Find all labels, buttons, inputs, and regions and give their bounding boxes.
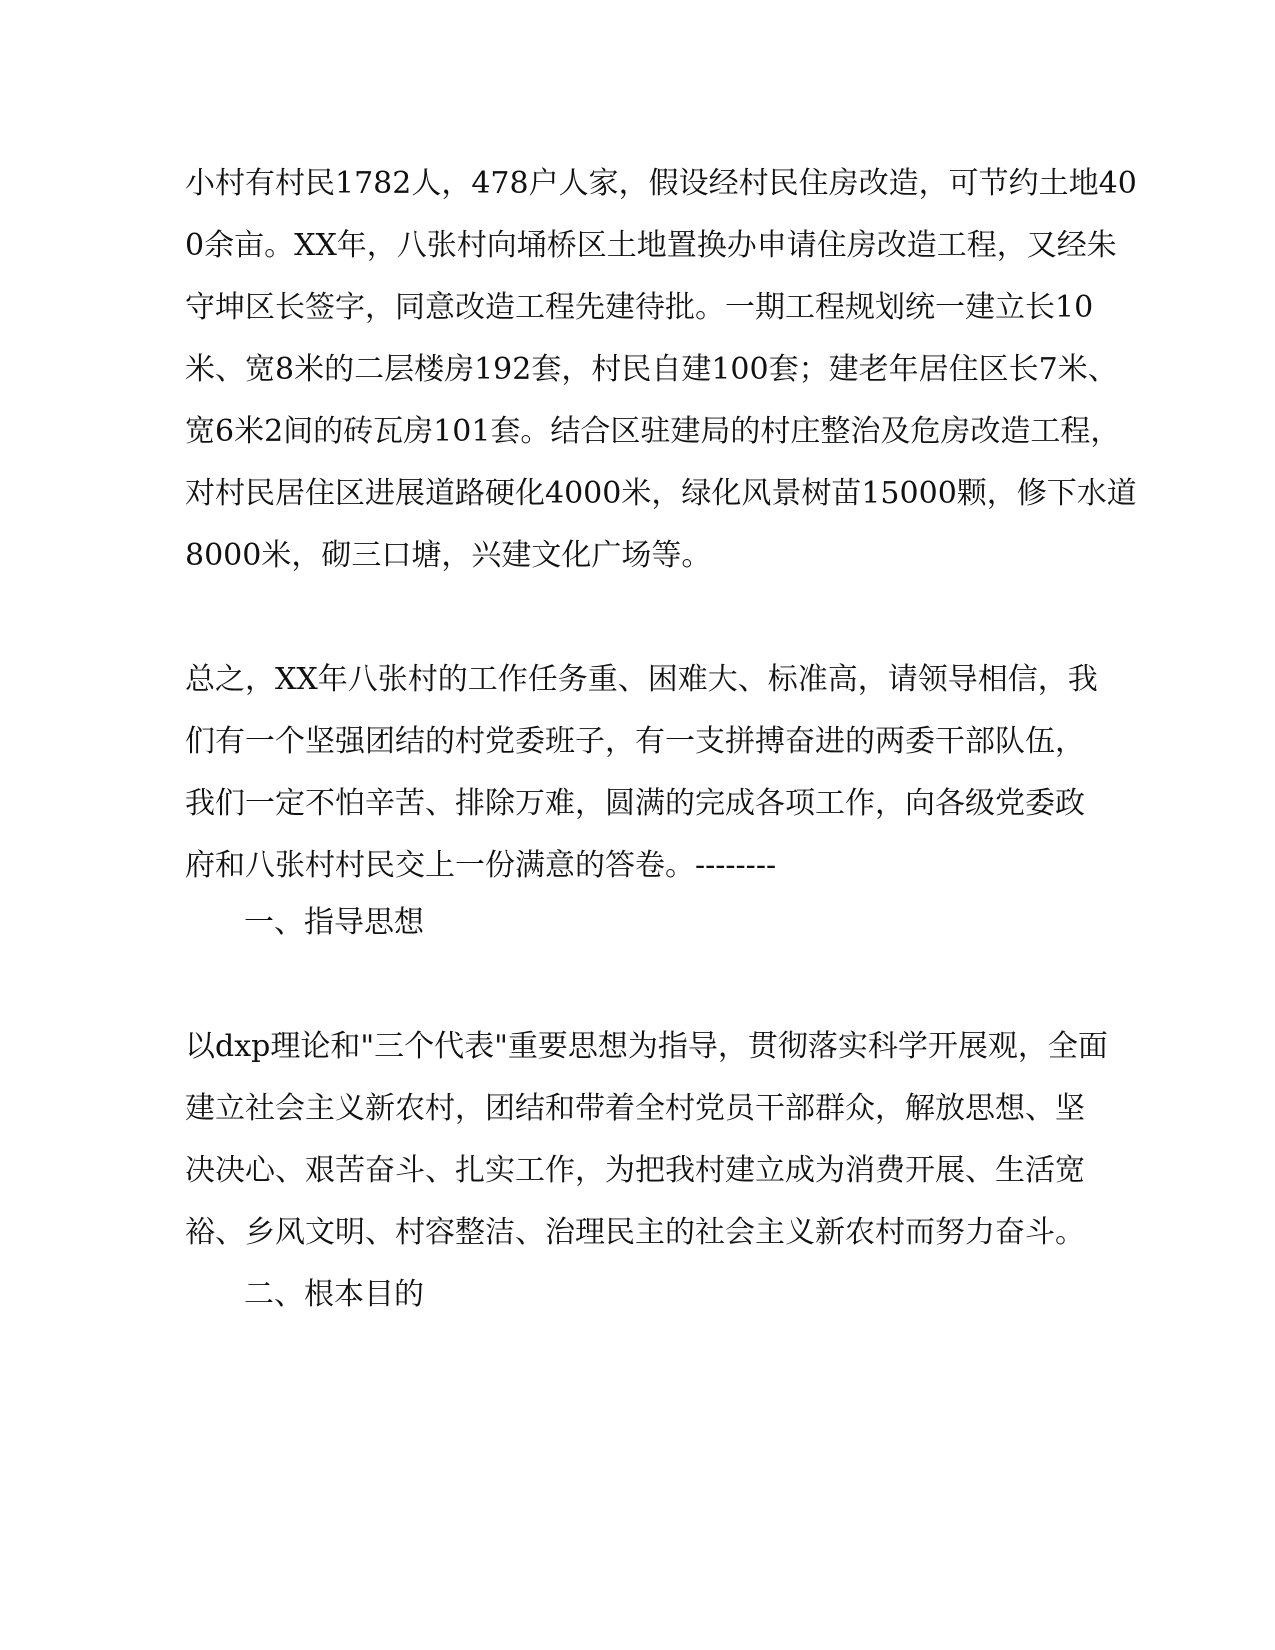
paragraph-line: 守坤区长签字，同意改造工程先建待批。一期工程规划统一建立长10 xyxy=(185,290,1094,325)
paragraph-line: 决决心、艰苦奋斗、扎实工作，为把我村建立成为消费开展、生活宽 xyxy=(185,1153,1085,1188)
paragraph-line: 们有一个坚强团结的村党委班子，有一支拼搏奋进的两委干部队伍， xyxy=(185,724,1085,759)
paragraph-line: 以dxp理论和"三个代表"重要思想为指导，贯彻落实科学开展观，全面 xyxy=(185,1029,1108,1064)
paragraph-line: 总之，XX年八张村的工作任务重、困难大、标准高，请领导相信，我 xyxy=(185,662,1098,697)
paragraph-line: 8000米，砌三口塘，兴建文化广场等。 xyxy=(185,538,712,573)
paragraph-line: 宽6米2间的砖瓦房101套。结合区驻建局的村庄整治及危房改造工程， xyxy=(185,414,1121,449)
paragraph-line: 米、宽8米的二层楼房192套，村民自建100套；建老年居住区长7米、 xyxy=(185,352,1118,387)
paragraph-line: 府和八张村村民交上一份满意的答卷。-------- xyxy=(185,848,777,883)
paragraph-line: 对村民居住区进展道路硬化4000米，绿化风景树苗15000颗，修下水道 xyxy=(185,476,1137,511)
paragraph-line: 建立社会主义新农村，团结和带着全村党员干部群众，解放思想、坚 xyxy=(185,1091,1085,1126)
section-heading: 二、根本目的 xyxy=(244,1277,424,1312)
section-heading: 一、指导思想 xyxy=(244,905,424,940)
paragraph-line: 裕、乡风文明、村容整洁、治理民主的社会主义新农村而努力奋斗。 xyxy=(185,1215,1085,1250)
paragraph-line: 0余亩。XX年，八张村向埇桥区土地置换办申请住房改造工程，又经朱 xyxy=(185,228,1117,263)
paragraph-line: 我们一定不怕辛苦、排除万难，圆满的完成各项工作，向各级党委政 xyxy=(185,786,1085,821)
paragraph-line: 小村有村民1782人，478户人家，假设经村民住房改造，可节约土地40 xyxy=(185,166,1137,201)
